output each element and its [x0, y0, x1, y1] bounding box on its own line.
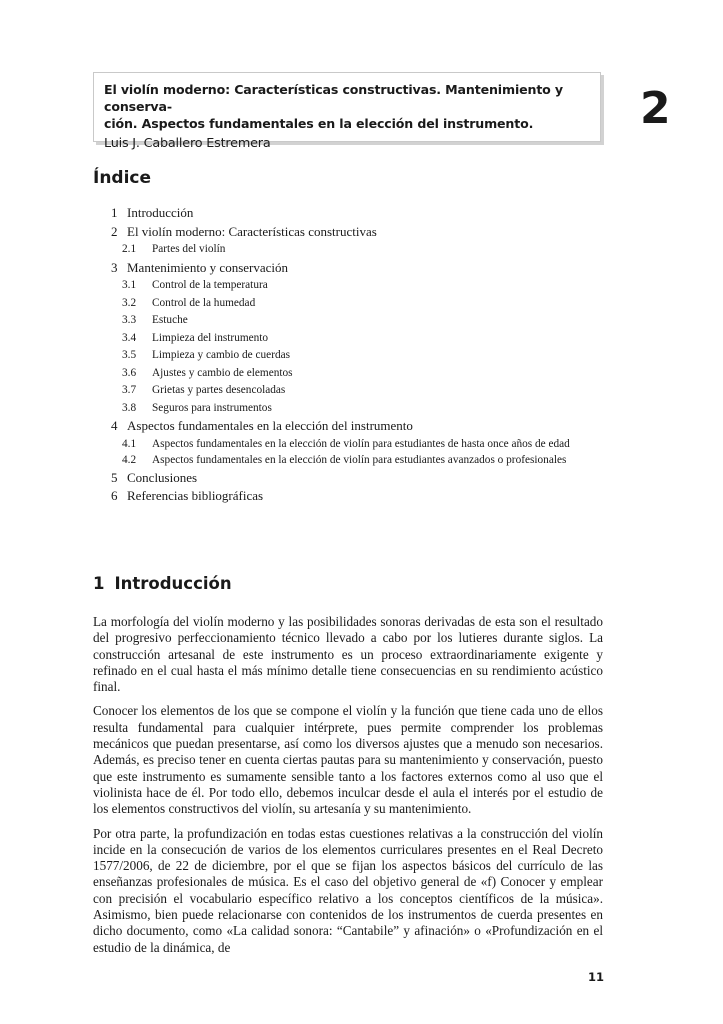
- toc-entry[interactable]: [0, 223, 723, 242]
- toc-entry-label: Control de la humedad: [152, 296, 256, 309]
- toc-entry-label: Estuche: [152, 314, 188, 327]
- toc-subentry[interactable]: [0, 277, 723, 295]
- toc-entry-label: Grietas y partes desencoladas: [152, 384, 286, 397]
- toc-entry-number: 4.2: [122, 454, 137, 467]
- toc-subentry[interactable]: [0, 330, 723, 348]
- body-paragraph: La morfología del violín moderno y las posibilidades sonoras derivadas de esta son el resultado del progresivo perfeccionamiento técnico llevado a cabo por los lutieres durante siglos. La construcción artesanal de este instrumento es un proceso extraordinariamente exigente y refinado en el cual hasta el más mínimo detalle tiene consecuencias en su rendimiento acústico final.: [93, 614, 603, 695]
- toc-entry-label: Control de la temperatura: [152, 279, 268, 292]
- toc-entry-label: Limpieza del instrumento: [152, 331, 269, 344]
- toc-entry-number: 3.7: [122, 384, 137, 397]
- toc-entry[interactable]: [0, 204, 723, 223]
- chapter-title-line-1: El violín moderno: Características constructivas. Mantenimiento y conserva-: [104, 82, 563, 114]
- toc-entry-number: 3.2: [122, 296, 137, 309]
- section-heading: [93, 574, 232, 593]
- toc-entry-number: 3.3: [122, 314, 137, 327]
- toc-entry-number: 5: [111, 469, 118, 485]
- section-body: [93, 614, 603, 964]
- toc-entry-number: 4.1: [122, 437, 137, 450]
- toc-entry-label: Aspectos fundamentales en la elección del instrumento: [127, 418, 413, 434]
- toc-entry-number: 3.4: [122, 331, 137, 344]
- toc-entry-number: 4: [111, 418, 118, 434]
- toc-entry-label: Aspectos fundamentales en la elección de violín para estudiantes avanzados o profesionales: [152, 454, 567, 467]
- toc-entry-number: 3.1: [122, 279, 137, 292]
- toc-entry-label: Limpieza y cambio de cuerdas: [152, 349, 291, 362]
- toc-entry-label: Referencias bibliográficas: [127, 488, 264, 504]
- toc-entry-label: Introducción: [127, 205, 194, 220]
- chapter-number: 2: [640, 83, 671, 134]
- toc-subentry[interactable]: [0, 400, 723, 418]
- table-of-contents: [0, 204, 723, 506]
- toc-entry[interactable]: [0, 417, 723, 436]
- toc-entry[interactable]: [0, 487, 723, 506]
- page-number: 11: [588, 970, 605, 984]
- toc-subentry[interactable]: [0, 365, 723, 383]
- toc-subentry[interactable]: [0, 452, 723, 469]
- toc-entry-label: Mantenimiento y conservación: [127, 259, 289, 275]
- toc-entry-label: Seguros para instrumentos: [152, 401, 272, 414]
- toc-subentry[interactable]: [0, 382, 723, 400]
- toc-entry-number: 3.8: [122, 401, 137, 414]
- toc-entry-number: 3.6: [122, 366, 137, 379]
- toc-entry-number: 3.5: [122, 349, 137, 362]
- body-paragraph: Por otra parte, la profundización en todas estas cuestiones relativas a la construcción del violín incide en la consecución de varios de los elementos curriculares presentes en el Real Decreto 1577/2006, de 22 de diciembre, por el que se fijan los aspectos básicos del currículo de las enseñanzas profesionales de música. Es el caso del objetivo general de «f) Conocer y emplear con precisión el vocabulario específico relativo a los conceptos científicos de la música». Asimismo, bien puede relacionarse con contenidos de los instrumentos de cuerda presentes en dicho documento, como «La calidad sonora: “Cantabile” y afinación» o «Profundización en el estudio de la dinámica, de: [93, 825, 603, 955]
- toc-entry-number: 1: [111, 205, 118, 220]
- section-title: Introducción: [114, 574, 232, 593]
- toc-entry-label: Aspectos fundamentales en la elección de violín para estudiantes de hasta once años de edad: [152, 437, 570, 450]
- toc-entry-number: 3: [111, 259, 118, 275]
- index-heading: Índice: [93, 168, 152, 188]
- toc-entry[interactable]: [0, 259, 723, 278]
- toc-subentry[interactable]: [0, 347, 723, 365]
- chapter-title: [104, 81, 590, 132]
- toc-entry-label: El violín moderno: Características constructivas: [127, 223, 377, 239]
- chapter-title-box: [93, 72, 601, 151]
- toc-entry-label: Partes del violín: [152, 243, 226, 256]
- toc-subentry[interactable]: [0, 312, 723, 330]
- section-number: 1: [93, 574, 105, 593]
- toc-entry-number: 2.1: [122, 243, 137, 256]
- toc-subentry[interactable]: [0, 295, 723, 313]
- toc-subentry[interactable]: [0, 436, 723, 453]
- chapter-title-line-2: ción. Aspectos fundamentales en la elección del instrumento.: [104, 116, 534, 131]
- toc-entry[interactable]: [0, 469, 723, 488]
- toc-entry-number: 2: [111, 223, 118, 239]
- toc-subentry[interactable]: [0, 241, 723, 259]
- chapter-author: Luis J. Caballero Estremera: [104, 136, 271, 151]
- toc-entry-label: Ajustes y cambio de elementos: [152, 366, 293, 379]
- toc-entry-label: Conclusiones: [127, 469, 198, 485]
- toc-entry-number: 6: [111, 488, 118, 504]
- body-paragraph: Conocer los elementos de los que se compone el violín y la función que tiene cada uno de ellos resulta fundamental para cualquier intérprete, pues permite comprender los problemas mecánicos que puedan presentarse, así como los diversos ajustes que a menudo son necesarios. Además, es preciso tener en cuenta ciertas pautas para su mantenimiento y conservación, puesto que este instrumento es sumamente sensible tanto a los factores externos como al uso que el violinista hace de él. Por todo ello, debemos inculcar desde el aula el interés por el estudio de los elementos constructivos del violín, su artesanía y su mantenimiento.: [93, 703, 603, 817]
